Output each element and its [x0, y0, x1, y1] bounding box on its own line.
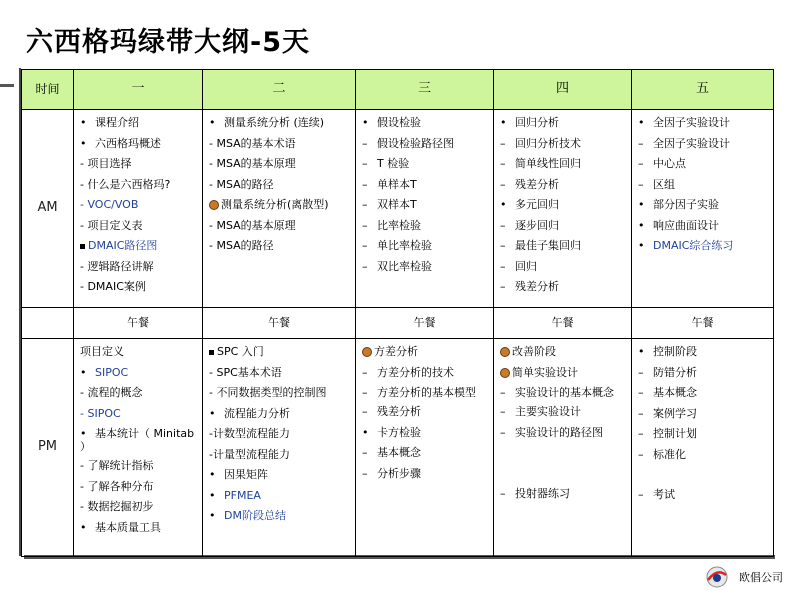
- list-item: - 逻辑路径讲解: [80, 259, 154, 273]
- list-item: – 防错分析: [638, 365, 697, 379]
- list-item: -计量型流程能力: [209, 447, 290, 461]
- list-item: • 流程能力分析: [209, 406, 290, 420]
- list-item: - MSA的路径: [209, 239, 274, 252]
- list-item: – 残差分析: [500, 177, 559, 191]
- list-item: - 流程的概念: [80, 386, 143, 399]
- list-item: • 基本质量工具: [80, 520, 161, 534]
- list-item: SPC 入门: [209, 342, 351, 363]
- list-item: – 单样本T: [362, 177, 417, 191]
- pm-row: [22, 339, 774, 557]
- list-item: - SPC基本术语: [209, 365, 282, 379]
- company-logo-icon: [704, 566, 730, 588]
- list-item: - 不同数据类型的控制图: [209, 386, 327, 399]
- list-item: – 假设检验路径图: [362, 136, 454, 150]
- list-item: 测量系统分析(离散型): [209, 195, 351, 216]
- syllabus-table: [21, 69, 774, 557]
- list-item: • 基本统计（ Minitab ）: [80, 427, 195, 453]
- list-item: • 全因子实验设计: [638, 116, 730, 129]
- lunch-day-5: 午餐: [632, 308, 774, 339]
- list-item: • DM阶段总结: [209, 509, 286, 522]
- list-item: - 了解统计指标: [80, 459, 154, 472]
- header-day-2: 二: [203, 70, 356, 110]
- company-name: 欧倡公司: [739, 571, 783, 584]
- list-item: – 双比率检验: [362, 259, 432, 273]
- list-item: • 因果矩阵: [209, 468, 268, 481]
- pm-day-1: [74, 339, 203, 557]
- pm-day-2: [203, 339, 356, 557]
- list-item: – 主要实验设计: [500, 405, 581, 418]
- list-item: • 响应曲面设计: [638, 218, 719, 232]
- list-item: – 最佳子集回归: [500, 239, 581, 252]
- list-item: - 什么是六西格玛?: [80, 177, 171, 191]
- list-item: – 双样本T: [362, 198, 417, 211]
- list-item: -计数型流程能力: [209, 427, 290, 440]
- list-item: 项目定义: [80, 345, 124, 358]
- header-time: 时间: [22, 70, 74, 110]
- list-item: – 比率检验: [362, 218, 421, 232]
- gear-icon: [500, 347, 510, 357]
- list-item: – 实验设计的基本概念: [500, 386, 614, 399]
- list-item: - DMAIC案例: [80, 280, 146, 293]
- gear-icon: [500, 368, 510, 378]
- list-item: • PFMEA: [209, 488, 261, 502]
- am-day-4: [494, 110, 632, 308]
- list-item: • 课程介绍: [80, 116, 139, 129]
- list-item: – 残差分析: [362, 405, 421, 418]
- pm-day-5: [632, 339, 774, 557]
- list-item: – 回归分析技术: [500, 136, 581, 150]
- list-item: – 控制计划: [638, 427, 697, 440]
- gear-icon: [362, 347, 372, 357]
- am-day-1: [74, 110, 203, 308]
- list-item: – 投射器练习: [500, 487, 570, 500]
- list-item: - VOC/VOB: [80, 198, 139, 211]
- lunch-row: [22, 308, 774, 339]
- gear-icon: [209, 200, 219, 210]
- list-item: – 案例学习: [638, 406, 697, 420]
- list-item: – 回归: [500, 259, 537, 273]
- pm-day-4: [494, 339, 632, 557]
- header-day-4: 四: [494, 70, 632, 110]
- list-item: – 方差分析的基本模型: [362, 386, 476, 399]
- list-item: – 标准化: [638, 447, 686, 461]
- am-day-2: [203, 110, 356, 308]
- list-item: – 简单线性回归: [500, 157, 581, 170]
- list-item: - 数据挖掘初步: [80, 500, 154, 513]
- list-item: - MSA的基本原理: [209, 157, 296, 170]
- list-item: - 项目选择: [80, 157, 132, 170]
- list-item: 方差分析: [362, 342, 489, 363]
- list-item: – 逐步回归: [500, 218, 559, 232]
- list-item: – 分析步骤: [362, 466, 421, 480]
- list-item: – T 检验: [362, 157, 410, 170]
- list-item: – 中心点: [638, 157, 686, 170]
- page-title: 六西格玛绿带大纲-5天: [26, 27, 310, 58]
- list-item: • 六西格玛概述: [80, 136, 161, 150]
- list-item: - MSA的路径: [209, 177, 274, 191]
- list-item: - 了解各种分布: [80, 479, 154, 493]
- list-item: • 部分因子实验: [638, 198, 719, 211]
- list-item: – 单比率检验: [362, 239, 432, 252]
- list-item: • SIPOC: [80, 365, 129, 379]
- list-item: – 基本概念: [638, 386, 697, 399]
- list-item: – 考试: [638, 488, 675, 501]
- list-item: – 全因子实验设计: [638, 136, 730, 150]
- list-item: • DMAIC综合练习: [638, 239, 734, 252]
- list-item: – 基本概念: [362, 446, 421, 459]
- list-item: • 多元回归: [500, 198, 559, 211]
- list-item: • 卡方检验: [362, 425, 421, 439]
- square-bullet-icon: [80, 244, 85, 249]
- am-day-3: [356, 110, 494, 308]
- header-day-3: 三: [356, 70, 494, 110]
- list-item: - SIPOC: [80, 406, 121, 420]
- list-item: 简单实验设计: [500, 363, 627, 384]
- list-item: • 测量系统分析 (连续): [209, 116, 325, 129]
- pm-label: PM: [22, 339, 74, 557]
- list-item: – 区组: [638, 177, 675, 191]
- lunch-day-1: 午餐: [74, 308, 203, 339]
- list-item: – 残差分析: [500, 280, 559, 293]
- decorative-dash: [0, 84, 14, 87]
- list-item: • 回归分析: [500, 116, 559, 129]
- header-day-1: 一: [74, 70, 203, 110]
- lunch-label: [22, 308, 74, 339]
- am-day-5: [632, 110, 774, 308]
- header-row: [22, 70, 774, 110]
- lunch-day-4: 午餐: [494, 308, 632, 339]
- am-label: AM: [22, 110, 74, 308]
- lunch-day-3: 午餐: [356, 308, 494, 339]
- list-item: • 假设检验: [362, 116, 421, 129]
- list-item: 改善阶段: [500, 342, 627, 363]
- lunch-day-2: 午餐: [203, 308, 356, 339]
- list-item: - 项目定义表: [80, 218, 143, 232]
- list-item: - MSA的基本原理: [209, 218, 296, 232]
- square-bullet-icon: [209, 350, 214, 355]
- list-item: • 控制阶段: [638, 345, 697, 358]
- list-item: DMAIC路径图: [80, 236, 198, 257]
- pm-day-3: [356, 339, 494, 557]
- list-item: - MSA的基本术语: [209, 136, 296, 150]
- list-item: – 实验设计的路径图: [500, 425, 603, 439]
- am-row: [22, 110, 774, 308]
- list-item: – 方差分析的技术: [362, 365, 454, 379]
- header-day-5: 五: [632, 70, 774, 110]
